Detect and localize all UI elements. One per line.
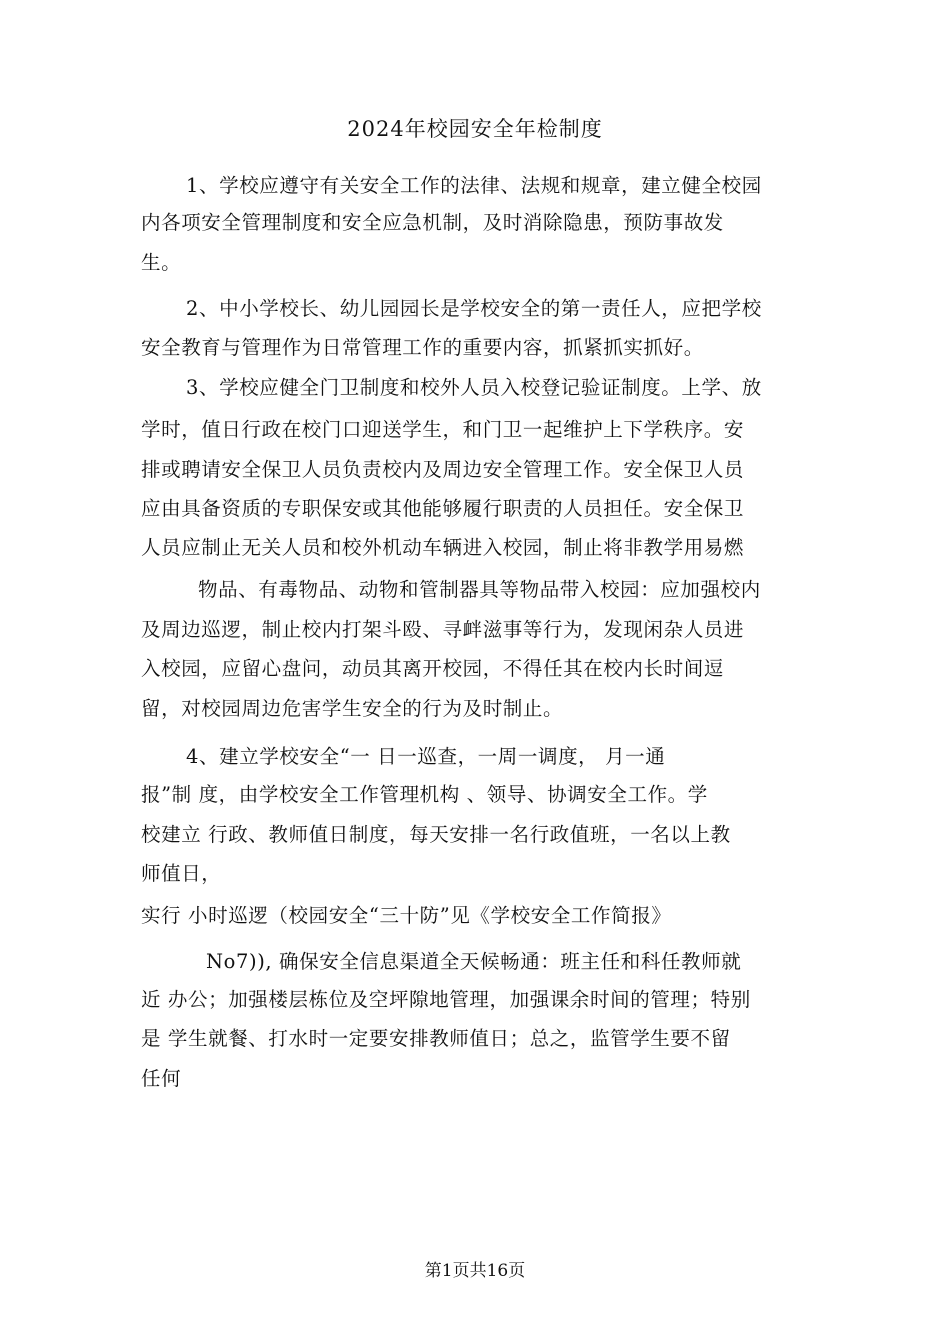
paragraph-1-line-1: 1、学校应遵守有关安全工作的法律、法规和规章，建立健全校园 [186,174,762,197]
paragraph-4-line-2: 报”制 度，由学校安全工作管理机构 、领导、协调安全工作。学 [141,783,708,806]
paragraph-3-line-4: 应由具备资质的专职保安或其他能够履行职责的人员担任。安全保卫 [141,497,745,520]
paragraph-4-line-8: 是 学生就餐、打水时一定要安排教师值日；总之，监管学生要不留 [141,1027,731,1050]
paragraph-4-line-4: 师值日， [141,862,222,885]
paragraph-3-line-1: 3、学校应健全门卫制度和校外人员入校登记验证制度。上学、放 [186,376,762,399]
paragraph-4-line-5: 实行 小时巡逻（校园安全“三十防”见《学校安全工作简报》 [141,904,672,927]
paragraph-4-line-7: 近 办公；加强楼层栋位及空坪隙地管理，加强课余时间的管理；特别 [141,988,751,1011]
paragraph-3-line-2: 学时，值日行政在校门口迎送学生，和门卫一起维护上下学秩序。安 [141,418,745,441]
paragraph-4-line-9: 任何 [141,1067,182,1090]
paragraph-3-line-6: 物品、有毒物品、动物和管制器具等物品带入校园：应加强校内 [198,578,761,601]
paragraph-2-line-1: 2、中小学校长、幼儿园园长是学校安全的第一责任人，应把学校 [186,297,762,320]
paragraph-3-line-5: 人员应制止无关人员和校外机动车辆进入校园，制止将非教学用易燃 [141,536,745,559]
paragraph-4-line-3: 校建立 行政、教师值日制度，每天安排一名行政值班，一名以上教 [141,823,731,846]
document-title: 2024年校园安全年检制度 [347,117,603,141]
paragraph-1-line-3: 生。 [141,251,182,274]
paragraph-2-line-2: 安全教育与管理作为日常管理工作的重要内容，抓紧抓实抓好。 [141,336,704,359]
paragraph-3-line-8: 入校园，应留心盘问，动员其离开校园，不得任其在校内长时间逗 [141,657,724,680]
paragraph-4-line-6: No7)), 确保安全信息渠道全天候畅通：班主任和科任教师就 [206,950,742,973]
paragraph-3-line-3: 排或聘请安全保卫人员负责校内及周边安全管理工作。安全保卫人员 [141,458,745,481]
paragraph-3-line-7: 及周边巡逻，制止校内打架斗殴、寻衅滋事等行为，发现闲杂人员进 [141,618,745,641]
paragraph-3-line-9: 留，对校园周边危害学生安全的行为及时制止。 [141,697,564,720]
page-number-footer: 第1页共16页 [424,1261,526,1281]
paragraph-4-line-1: 4、建立学校安全“一 日一巡查，一周一调度， 月一通 [186,745,666,768]
paragraph-1-line-2: 内各项安全管理制度和安全应急机制，及时消除隐患，预防事故发 [141,211,724,234]
